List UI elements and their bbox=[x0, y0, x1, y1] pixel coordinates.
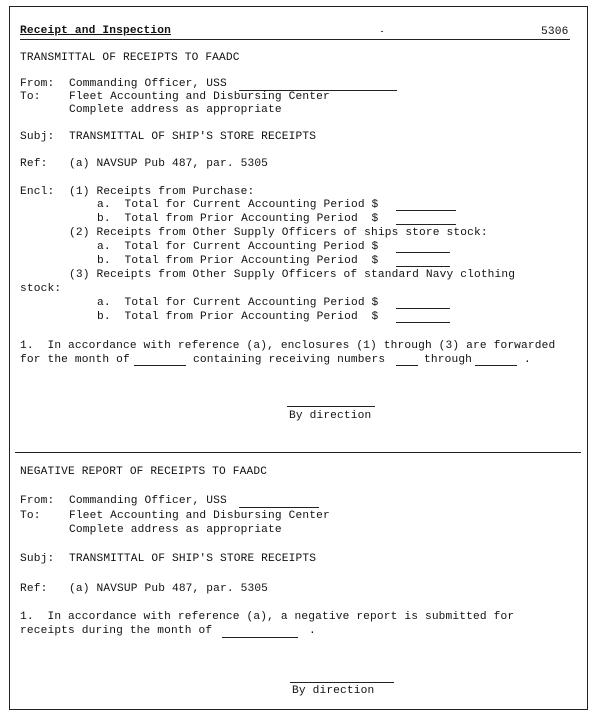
negative-to-text: Fleet Accounting and Disbursing Center bbox=[69, 510, 330, 522]
encl-1a: a. Total for Current Accounting Period $ bbox=[97, 199, 379, 211]
encl-3: (3) Receipts from Other Supply Officers of standard Navy clothing bbox=[69, 269, 516, 281]
negative-ref-label: Ref: bbox=[20, 583, 48, 595]
transmittal-to-label: To: bbox=[20, 91, 41, 103]
negative-address-note: Complete address as appropriate bbox=[69, 524, 282, 536]
negative-title: NEGATIVE REPORT OF RECEIPTS TO FAADC bbox=[20, 466, 268, 478]
encl-1b-blank bbox=[396, 224, 456, 225]
transmittal-para-line2-c: through bbox=[424, 354, 473, 366]
transmittal-to-text: Fleet Accounting and Disbursing Center bbox=[69, 91, 330, 103]
section-title: Receipt and Inspection bbox=[20, 25, 171, 37]
encl-2: (2) Receipts from Other Supply Officers of ships store stock: bbox=[69, 227, 488, 239]
transmittal-from-label: From: bbox=[20, 78, 55, 90]
transmittal-from-text: Commanding Officer, USS bbox=[69, 78, 227, 90]
encl-1a-blank bbox=[396, 210, 456, 211]
encl-2b-blank bbox=[396, 266, 450, 267]
month-blank bbox=[134, 365, 186, 366]
transmittal-address-note: Complete address as appropriate bbox=[69, 104, 282, 116]
negative-para-line2-b: . bbox=[309, 625, 316, 637]
transmittal-title: TRANSMITTAL OF RECEIPTS TO FAADC bbox=[20, 52, 240, 64]
page-number: 5306 bbox=[541, 26, 569, 38]
encl-3b: b. Total from Prior Accounting Period $ bbox=[97, 311, 379, 323]
encl-1: (1) Receipts from Purchase: bbox=[69, 186, 255, 198]
encl-3-cont: stock: bbox=[20, 283, 62, 295]
section-divider bbox=[15, 452, 581, 453]
transmittal-ref-text: (a) NAVSUP Pub 487, par. 5305 bbox=[69, 158, 269, 170]
transmittal-para-line2-d: . bbox=[524, 354, 531, 366]
encl-2a-blank bbox=[396, 252, 450, 253]
negative-signature-line bbox=[290, 682, 394, 683]
negative-subj-label: Subj: bbox=[20, 553, 55, 565]
encl-2a: a. Total for Current Accounting Period $ bbox=[97, 241, 379, 253]
negative-from-text: Commanding Officer, USS bbox=[69, 495, 227, 507]
transmittal-subj-label: Subj: bbox=[20, 131, 55, 143]
transmittal-subj-text: TRANSMITTAL OF SHIP'S STORE RECEIPTS bbox=[69, 131, 317, 143]
negative-from-label: From: bbox=[20, 495, 55, 507]
receiving-to-blank bbox=[475, 365, 517, 366]
encl-1b: b. Total from Prior Accounting Period $ bbox=[97, 213, 379, 225]
transmittal-ref-label: Ref: bbox=[20, 158, 48, 170]
negative-para-line1: 1. In accordance with reference (a), a negative report is submitted for bbox=[20, 611, 515, 623]
stray-mark bbox=[381, 31, 383, 32]
negative-signature: By direction bbox=[292, 685, 375, 697]
encl-3a-blank bbox=[396, 308, 450, 309]
encl-3b-blank bbox=[396, 322, 450, 323]
transmittal-para-line2-b: containing receiving numbers bbox=[193, 354, 386, 366]
negative-ref-text: (a) NAVSUP Pub 487, par. 5305 bbox=[69, 583, 269, 595]
encl-2b: b. Total from Prior Accounting Period $ bbox=[97, 255, 379, 267]
transmittal-signature: By direction bbox=[289, 410, 372, 422]
transmittal-para-line2-a: for the month of bbox=[20, 354, 130, 366]
transmittal-encl-label: Encl: bbox=[20, 186, 55, 198]
transmittal-para-line1: 1. In accordance with reference (a), enclosures (1) through (3) are forwarded bbox=[20, 340, 556, 352]
negative-subj-text: TRANSMITTAL OF SHIP'S STORE RECEIPTS bbox=[69, 553, 317, 565]
header-rule bbox=[20, 39, 570, 40]
receiving-from-blank bbox=[396, 365, 418, 366]
negative-para-line2-a: receipts during the month of bbox=[20, 625, 213, 637]
negative-month-blank bbox=[222, 637, 298, 638]
negative-ship-name-blank bbox=[239, 507, 319, 508]
encl-3a: a. Total for Current Accounting Period $ bbox=[97, 297, 379, 309]
transmittal-signature-line bbox=[287, 406, 375, 407]
negative-to-label: To: bbox=[20, 510, 41, 522]
